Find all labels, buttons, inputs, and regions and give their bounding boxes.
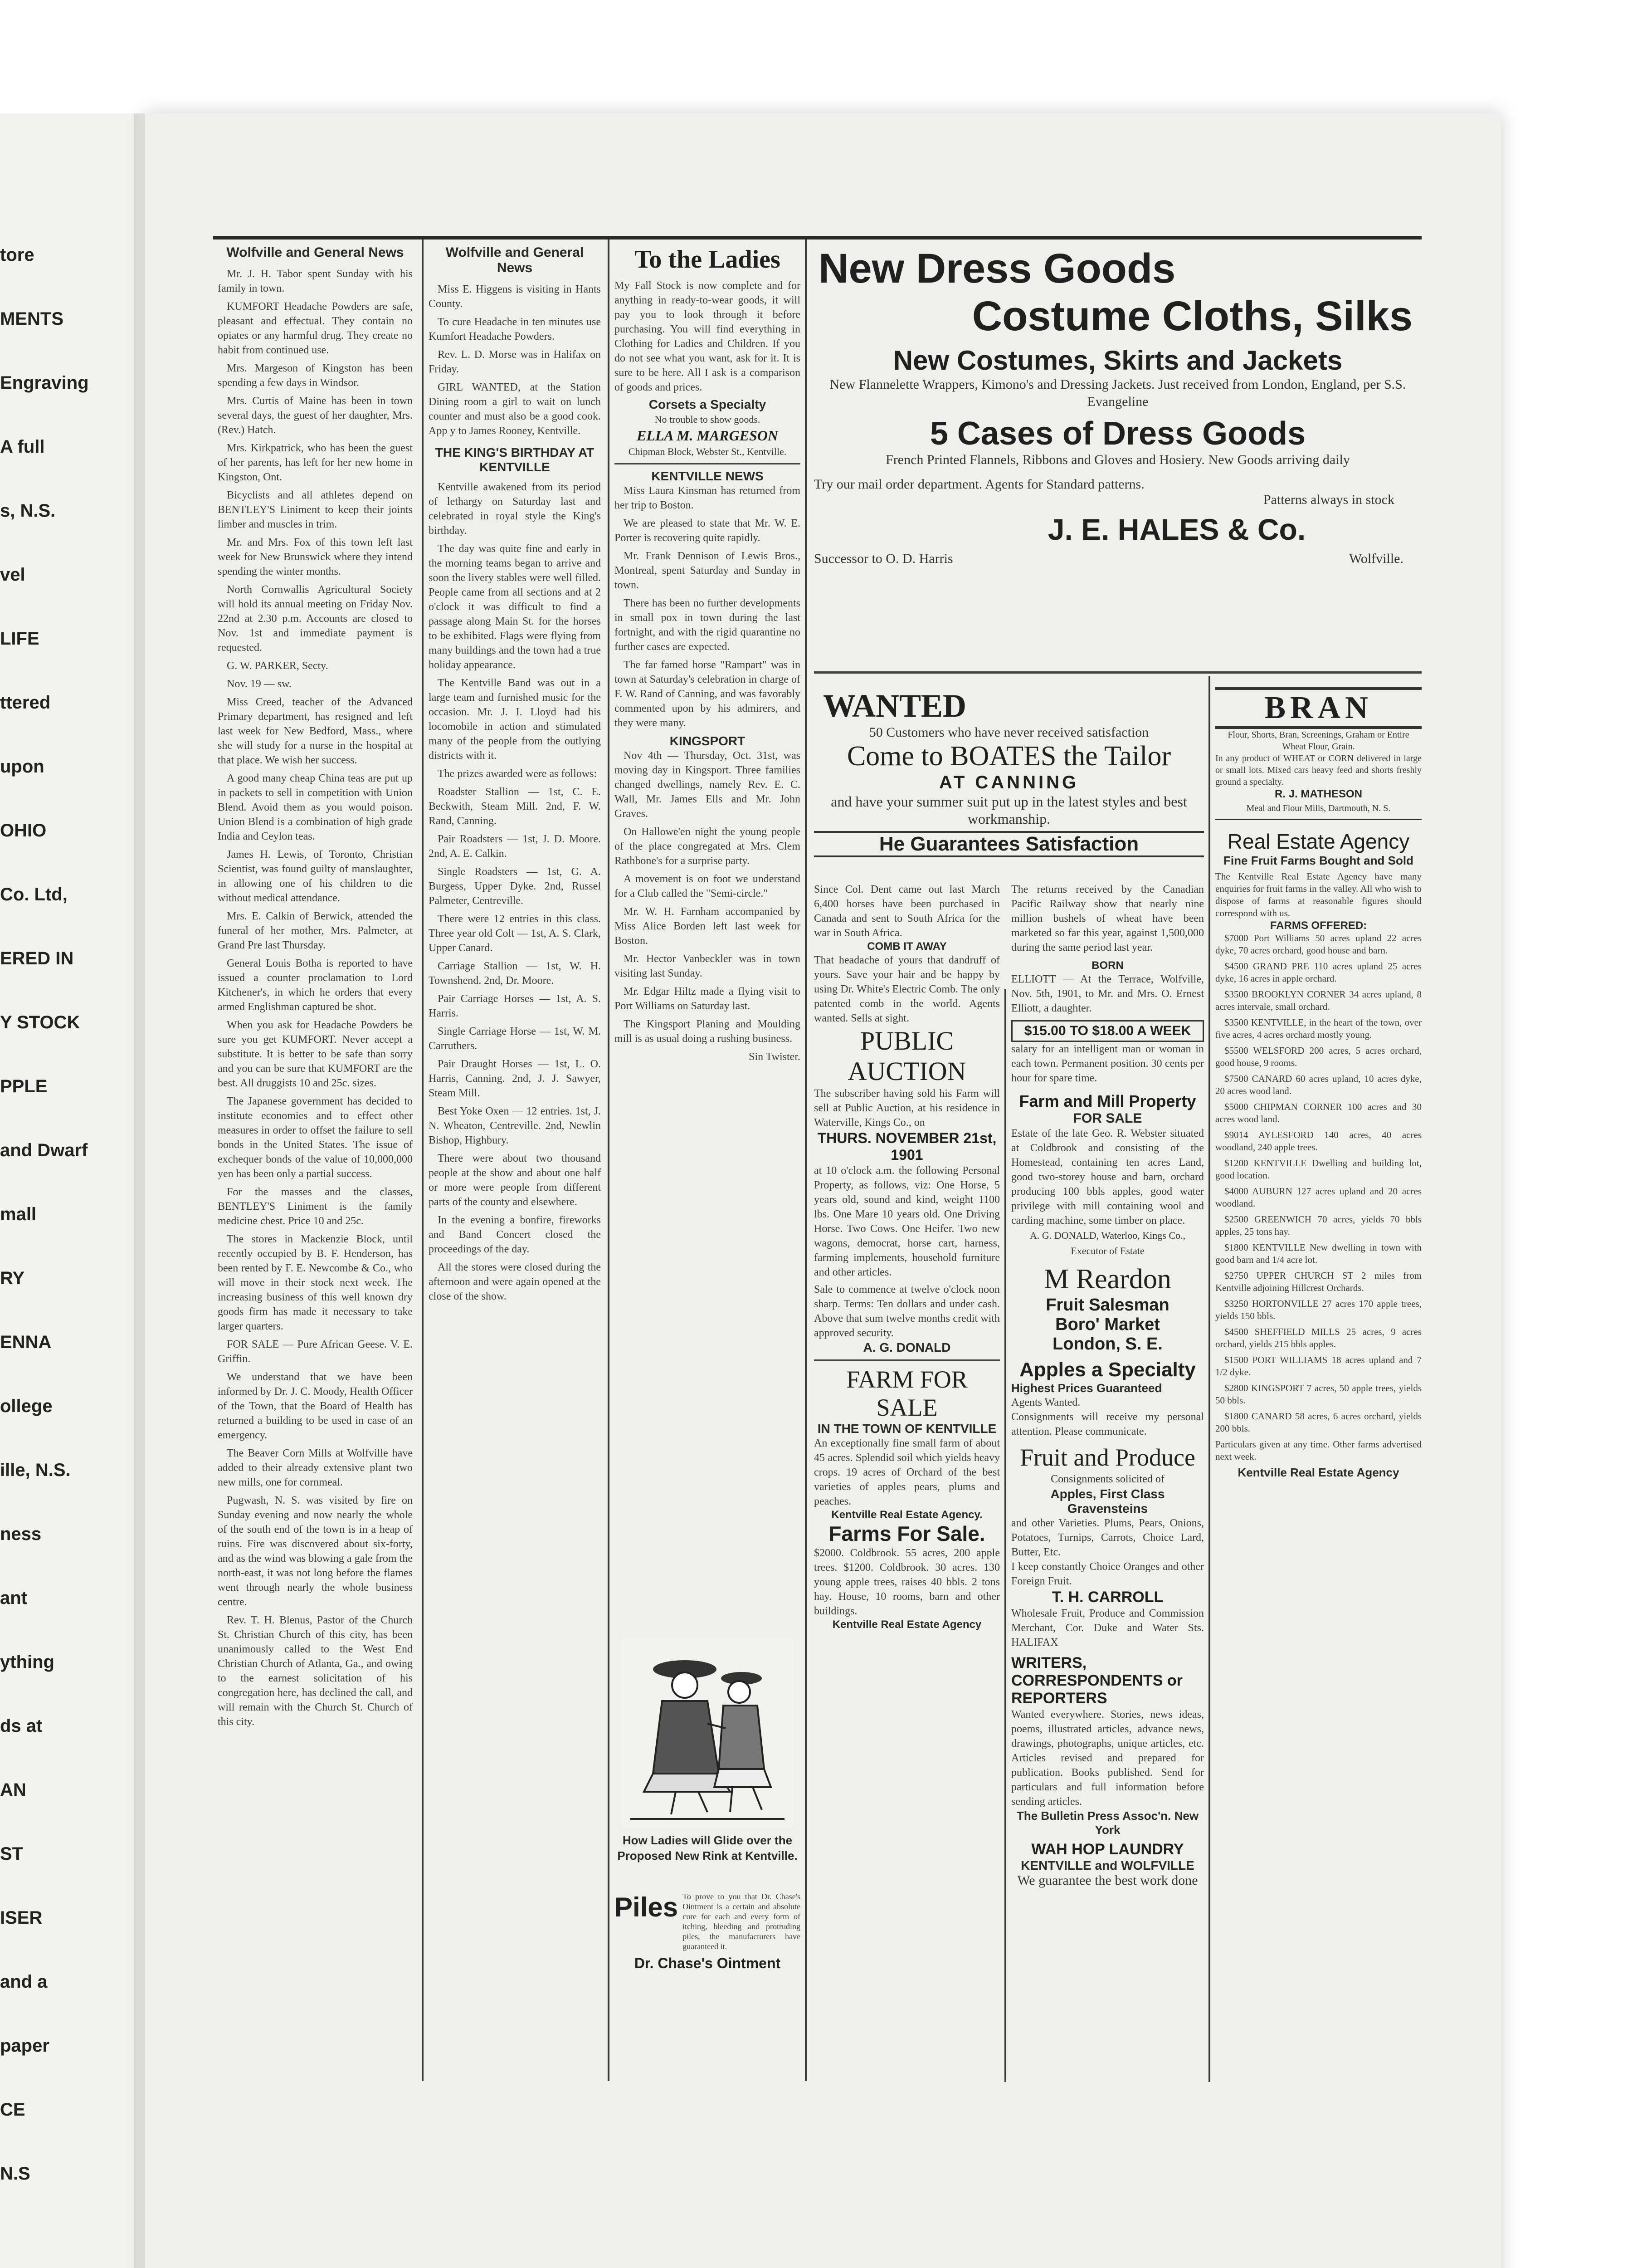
farm-for-sale-heading: FARM FOR SALE [846, 1366, 968, 1421]
left-page-fragment: RY [0, 1268, 25, 1288]
fruit-oranges: I keep constantly Choice Oranges and other Foreign Fruit. [1011, 1561, 1204, 1587]
news-paragraph: The day was quite fine and early in the morning teams began to arrive and soon the livery stables were well filled. People came from all sections and at 2 o'clock it was difficult to find a passage along Main St. for the horses to be exhibited. Flags were flying from many buildings and the town had a true holiday appearance. [429, 543, 601, 671]
news-paragraph: Mrs. Kirkpatrick, who has been the guest of her parents, has left for her new home in Kingston, Ont. [218, 442, 413, 483]
news-paragraph: Pair Carriage Horses — 1st, A. S. Harris. [429, 993, 601, 1019]
hales-firm: J. E. HALES & Co. [1048, 513, 1306, 546]
born-heading: BORN [1092, 959, 1124, 972]
left-page-fragment: AN [0, 1780, 26, 1800]
news-paragraph: Roadster Stallion — 1st, C. E. Beckwith, Steam Mill. 2nd, F. W. Rand, Canning. [429, 786, 601, 827]
comb-text: That headache of yours that dandruff of yours. Save your hair and be happy by using Dr. White's Electric Comb. The only patented comb in the world. Agents wanted. Sells at sight. [814, 954, 1000, 1024]
news-paragraph: When you ask for Headache Powders be sure you get KUMFORT. Never accept a substitute. It is better to be safe than sorry and you can be sure that KUMFORT are the best. All druggists 10 and 25c. sizes. [218, 1019, 413, 1089]
news-paragraph: Mr. J. H. Tabor spent Sunday with his family in town. [218, 268, 413, 294]
news-paragraph: To cure Headache in ten minutes use Kumfort Headache Powders. [429, 316, 601, 342]
left-page-fragment: vel [0, 565, 25, 585]
news-paragraph: Best Yoke Oxen — 12 entries. 1st, J. N. Wheaton, Centreville. 2nd, Newlin Bishop, Highbury. [429, 1105, 601, 1146]
news-paragraph: Pair Roadsters — 1st, J. D. Moore. 2nd, A. E. Calkin. [429, 833, 601, 860]
farm-listing: $1800 CANARD 58 acres, 6 acres orchard, yields 200 bbls. [1215, 1411, 1422, 1434]
column-heading: Wolfville and General News [445, 245, 584, 275]
left-page-fragment: ISER [0, 1908, 43, 1928]
left-page-fragment: OHIO [0, 821, 47, 841]
left-page-fragment: MENTS [0, 309, 63, 329]
left-page-fragment: ST [0, 1844, 24, 1864]
news-paragraph: Miss E. Higgens is visiting in Hants County. [429, 284, 601, 310]
news-paragraph: The stores in Mackenzie Block, until recently occupied by B. F. Henderson, has been rented by F. E. Newcombe & Co., who will move in their stock next week. The increasing business of this well known dry goods firm has made it necessary to take larger quarters. [218, 1233, 413, 1332]
news-paragraph: We are pleased to state that Mr. W. E. Porter is recovering quite rapidly. [614, 518, 800, 544]
farm-listing: $9014 AYLESFORD 140 acres, 40 acres woodland, 240 apple trees. [1215, 1129, 1422, 1153]
news-paragraph: Mrs. Margeson of Kingston has been spending a few days in Windsor. [218, 362, 413, 389]
left-page-fragment: and Dwarf [0, 1140, 88, 1160]
laundry-name: WAH HOP LAUNDRY [1031, 1841, 1184, 1858]
left-page-fragment: Y STOCK [0, 1012, 80, 1032]
news-paragraph: GIRL WANTED, at the Station Dining room a girl to wait on lunch counter and must also be a good cook. App y to James Rooney, Kentville. [429, 381, 601, 437]
boates-come: Come to BOATES the Tailor [847, 741, 1171, 772]
farm-listing: $4000 AUBURN 127 acres upland and 20 acres woodland. [1215, 1186, 1422, 1209]
writers-heading: WRITERS, CORRESPONDENTS or REPORTERS [1011, 1654, 1183, 1707]
left-page-fragment: ything [0, 1652, 54, 1672]
corsets-note: No trouble to show goods. [654, 414, 760, 425]
rink-caption: How Ladies will Glide over the Proposed New Rink at Kentville. [617, 1833, 798, 1862]
farm-mill-sub: FOR SALE [1073, 1111, 1142, 1126]
left-page-fragment: ERED IN [0, 948, 74, 968]
farm-listing: $2500 GREENWICH 70 acres, yields 70 bbls apples, 25 tons hay. [1215, 1214, 1422, 1237]
news-paragraph: Rev. T. H. Blenus, Pastor of the Church St. Christian Church of this city, has been unanimously called to the West End Christian Church of Atlanta, Ga., and owing to the earnest solicitation of his congregation here, has declined the call, and will remain with the Church St. Church of this city. [218, 1614, 413, 1728]
farm-listing: $5500 WELSFORD 200 acres, 5 acres orchard, good house, 9 rooms. [1215, 1045, 1422, 1068]
news-paragraph: In the evening a bonfire, fireworks and Band Concert closed the proceedings of the day. [429, 1214, 601, 1255]
column-rule-4 [1208, 676, 1210, 2082]
news-paragraph: All the stores were closed during the afternoon and were again opened at the close of the show. [429, 1261, 601, 1302]
news-paragraph: Bicyclists and all athletes depend on BENTLEY'S Liniment to keep their joints limber and muscles in trim. [218, 489, 413, 530]
news-paragraph: The far famed horse "Rampart" was in town at Saturday's celebration in charge of F. W. Rand of Canning, and was favorably commented upon by his admirers, and they were many. [614, 659, 800, 729]
hales-line-7: Try our mail order department. Agents for Standard patterns. [814, 477, 1145, 492]
news-paragraph: Rev. L. D. Morse was in Halifax on Friday. [429, 349, 601, 375]
bran-text: Flour, Shorts, Bran, Screenings, Graham or Entire Wheat Flour, Grain. [1228, 730, 1409, 752]
boates-and: and have your summer suit put up in the latest styles and best workmanship. [831, 793, 1187, 827]
farms-for-sale-text: $2000. Coldbrook. 55 acres, 200 apple trees. $1200. Coldbrook. 30 acres. 130 young apple trees, raises 40 bbls. 2 tons hay. House, 10 rooms, barn and other buildings. [814, 1547, 1000, 1617]
kentville-news-heading: KENTVILLE NEWS [651, 469, 764, 483]
news-paragraph: Mr. and Mrs. Fox of this town left last week for New Brunswick where they intend spending the winter months. [218, 537, 413, 577]
ladies-intro: My Fall Stock is now complete and for anything in ready-to-wear goods, it will pay you to look through it before purchasing. You will find everything in Clothing for Ladies and Children. If you do not see what you want, ask for it. It is sure to be here. All I ask is a comparison of goods and prices. [614, 280, 800, 393]
left-page-fragment: CE [0, 2100, 25, 2120]
hales-line-8: Patterns always in stock [1263, 492, 1394, 507]
hales-town: Wolfville. [1349, 551, 1403, 566]
news-paragraph: Nov. 19 — sw. [227, 678, 292, 690]
left-page-fragment: upon [0, 757, 44, 777]
misc-column-left [814, 882, 1000, 2084]
writers-text: Wanted everywhere. Stories, news ideas, poems, illustrated articles, advance news, drawings, photographs, unique articles, etc. Articles revised and prepared for publication. Books published. Send for particulars and full information before sending articles. [1011, 1709, 1204, 1808]
farm-listing: $1200 KENTVILLE Dwelling and building lot, good location. [1215, 1158, 1422, 1181]
margeson-signature: ELLA M. MARGESON [636, 427, 779, 444]
farm-listing: $3500 BROOKLYN CORNER 34 acres upland, 8 acres intervale, small orchard. [1215, 989, 1422, 1012]
left-page-fragments [0, 245, 132, 2241]
left-page-fragment: s, N.S. [0, 501, 56, 521]
realestate-title: Real Estate Agency [1227, 830, 1410, 853]
news-paragraph: On Hallowe'en night the young people of the place congregated at Mrs. Clem Rathbone's for a surprise party. [614, 826, 800, 867]
auction-date: THURS. NOVEMBER 21st, 1901 [817, 1130, 997, 1163]
laundry-towns: KENTVILLE and WOLFVILLE [1021, 1858, 1194, 1872]
left-page-fragment: N.S [0, 2164, 30, 2184]
fruit-varieties: and other Varieties. Plums, Pears, Onions, Potatoes, Turnips, Carrots, Choice Lard, Butter, Etc. [1011, 1517, 1204, 1558]
comb-heading: COMB IT AWAY [867, 940, 947, 953]
news-paragraph: Mr. Edgar Hiltz made a flying visit to Port Williams on Saturday last. [614, 986, 800, 1012]
ladies-heading: To the Ladies [634, 245, 780, 274]
column-rule-5 [1004, 989, 1006, 2082]
left-page-fragment: Engraving [0, 373, 89, 393]
farm-listing: $5000 CHIPMAN CORNER 100 acres and 30 acres wood land. [1215, 1101, 1422, 1124]
realestate-intro: The Kentville Real Estate Agency have many enquiries for fruit farms in the valley. All who wish to dispose of farms at reasonable figures should correspond with us. [1215, 871, 1422, 919]
boates-at: AT CANNING [939, 772, 1079, 792]
farm-listings [1215, 932, 1422, 1435]
kingsport-signature: Sin Twister. [749, 1051, 800, 1063]
farms-for-sale-heading: Farms For Sale. [828, 1522, 985, 1545]
apples-prices: Highest Prices Guaranteed [1011, 1381, 1162, 1395]
farm-listing: $2800 KINGSPORT 7 acres, 50 apple trees, yields 50 bbls. [1215, 1383, 1422, 1406]
news-paragraph: Miss Laura Kinsman has returned from her trip to Boston. [614, 485, 800, 511]
kings-birthday-body [429, 480, 601, 1304]
news-paragraph: Carriage Stallion — 1st, W. H. Townshend. 2nd, Dr. Moore. [429, 960, 601, 987]
left-page-fragment: ollege [0, 1396, 53, 1416]
news-paragraph: The Beaver Corn Mills at Wolfville have added to their already extensive plant two new mills, one for cornmeal. [218, 1447, 413, 1488]
auction-signature: A. G. DONALD [863, 1340, 951, 1354]
farm-mill-heading: Farm and Mill Property [1019, 1092, 1196, 1110]
column-body [429, 282, 601, 438]
hales-line-1: New Dress Goods [819, 245, 1176, 292]
news-paragraph: North Cornwallis Agricultural Society will hold its annual meeting on Friday Nov. 22nd at 2.30 p.m. Accounts are closed to Nov. 1st and immediate payment is requested. [218, 584, 413, 654]
reardon-city: London, S. E. [1053, 1334, 1163, 1354]
left-page-fragment: Co. Ltd, [0, 885, 68, 904]
reardon-market: Boro' Market [1055, 1315, 1160, 1334]
boates-advertisement [814, 687, 1204, 878]
news-paragraph: There were 12 entries in this class. Three year old Colt — 1st, A. S. Clark, Upper Canard. [429, 913, 601, 954]
left-page-fragment: mall [0, 1204, 37, 1224]
boates-wanted: WANTED [823, 688, 967, 724]
column-wolfville-news-2 [429, 245, 601, 2082]
skaters-illustration [621, 1637, 794, 1828]
column-bran-realestate [1215, 687, 1422, 2084]
bran-name: R. J. MATHESON [1275, 788, 1362, 800]
farm-listing: $4500 GRAND PRE 110 acres upland 25 acres dyke, 16 acres in apple orchard. [1215, 961, 1422, 984]
reardon-name: M Reardon [1044, 1264, 1171, 1295]
left-page-fragment: ness [0, 1524, 42, 1544]
news-paragraph: Mrs. Curtis of Maine has been in town several days, the guest of her daughter, Mrs. (Rev.) Hatch. [218, 395, 413, 436]
left-page-fragment: ds at [0, 1716, 43, 1736]
news-paragraph: Pugwash, N. S. was visited by fire on Sunday evening and now nearly the whole of the south end of the town is in a heap of ruins. Fire was discovered about six-forty, and as the wind was blowing a gale from the north-east, it was not long before the flames went through nearly the whole business centre. [218, 1495, 413, 1608]
news-paragraph: We understand that we have been informed by Dr. J. C. Moody, Health Officer of the Town, that the Board of Health has returned a building to be used in case of an emergency. [218, 1371, 413, 1441]
boates-guarantee: He Guarantees Satisfaction [814, 831, 1204, 857]
column-heading: Wolfville and General News [226, 245, 404, 260]
news-paragraph: Mr. W. H. Farnham accompanied by Miss Alice Borden left last week for Boston. [614, 906, 800, 947]
news-paragraph: A movement is on foot we understand for a Club called the "Semi-circle." [614, 873, 800, 899]
farm-mill-sign: A. G. DONALD, Waterloo, Kings Co., Executor of Estate [1029, 1230, 1186, 1256]
farm-mill-text: Estate of the late Geo. R. Webster situated at Coldbrook and consisting of the Homestead, containing ten acres Land, good two-storey house and barn, orchard producing 100 bbls apples, good water privilege with mill containing wool and carding machine, some timber on place. [1011, 1128, 1204, 1227]
bran-address: Meal and Flour Mills, Dartmouth, N. S. [1215, 801, 1422, 820]
bran-text-2: In any product of WHEAT or CORN delivered in large or small lots. Mixed cars heavy feed and shorts freshly ground a specialty. [1215, 753, 1422, 787]
column-rule-2 [608, 240, 609, 2081]
column-rule-1 [422, 240, 424, 2081]
left-page-fragment: paper [0, 2036, 49, 2056]
laundry-guarantee: We guarantee the best work done [1017, 1873, 1198, 1888]
farm-listing: $4500 SHEFFIELD MILLS 25 acres, 9 acres orchard, yields 215 bbls apples. [1215, 1326, 1422, 1349]
news-paragraph: There were about two thousand people at the show and about one half or more were people from different parts of the county and elsewhere. [429, 1153, 601, 1208]
hales-line-4: New Flannelette Wrappers, Kimono's and Dressing Jackets. Just received from London, England, per S.S. Evangeline [829, 377, 1406, 409]
realestate-footer: Kentville Real Estate Agency [1238, 1466, 1399, 1479]
bran-title: BRAN [1215, 687, 1422, 729]
news-paragraph: General Louis Botha is reported to have issued a counter proclamation to Lord Kitchener's, in which he orders that every armed Englishman captured be shot. [218, 958, 413, 1013]
farm-listing: $7000 Port Williams 50 acres upland 22 acres dyke, 70 acres orchard, good house and barn. [1215, 933, 1422, 956]
boates-sub: 50 Customers who have never received satisfaction [869, 725, 1149, 740]
reardon-title: Fruit Salesman [1046, 1295, 1169, 1315]
fruit-apples: Apples, First Class Gravensteins [1050, 1487, 1165, 1515]
wheat-returns: The returns received by the Canadian Pacific Railway show that nearly nine million bushels of wheat have been marketed so far this year, against 1,500,000 during the same period last year. [1011, 884, 1204, 953]
piles-text: To prove to you that Dr. Chase's Ointment is a certain and absolute cure for each and every form of itching, bleeding and protruding piles, the manufacturers have guaranteed it. [682, 1892, 800, 1951]
corsets-heading: Corsets a Specialty [648, 397, 766, 411]
news-paragraph: James H. Lewis, of Toronto, Christian Scientist, was found guilty of manslaughter, in allowing one of his children to die without medical attendance. [218, 849, 413, 904]
farm-for-sale-sign: Kentville Real Estate Agency. [831, 1509, 983, 1521]
farm-listing: $1500 PORT WILLIAMS 18 acres upland and 7 1/2 dyke. [1215, 1354, 1422, 1378]
column-body [218, 267, 413, 1729]
auction-text: The subscriber having sold his Farm will sell at Public Auction, at his residence in Waterville, Kings Co., on [814, 1088, 1000, 1129]
farm-listing: $3500 KENTVILLE, in the heart of the town, over five acres, 4 acres orchard mostly young. [1215, 1017, 1422, 1040]
left-page-fragment: A full [0, 437, 45, 457]
born-text: ELLIOTT — At the Terrace, Wolfville, Nov. 5th, 1901, to Mr. and Mrs. O. Ernest Elliott, a daughter. [1011, 973, 1204, 1014]
news-paragraph: Miss Creed, teacher of the Advanced Primary department, has resigned and left last week for New Bedford, Mass., where she will study for a nurse in the hospital at that place. We wish her success. [218, 696, 413, 766]
hales-bottom-rule [814, 671, 1422, 674]
piles-ad [614, 1892, 800, 2082]
hales-line-6: French Printed Flannels, Ribbons and Gloves and Hosiery. New Goods arriving daily [886, 452, 1350, 467]
news-paragraph: Kentville awakened from its period of lethargy on Saturday last and celebrated in royal style the King's birthday. [429, 481, 601, 537]
bulletin-press: The Bulletin Press Assoc'n. New York [1016, 1809, 1199, 1837]
news-paragraph: Single Roadsters — 1st, G. A. Burgess, Upper Dyke. 2nd, Russel Palmeter, Centreville. [429, 866, 601, 907]
hales-successor: Successor to O. D. Harris [814, 551, 953, 566]
farm-listing: $7500 CANARD 60 acres upland, 10 acres dyke, 20 acres wood land. [1215, 1073, 1422, 1096]
apples-specialty: Apples a Specialty [1019, 1359, 1196, 1381]
kentville-news-body [614, 484, 800, 730]
misc-column-right [1011, 882, 1204, 2084]
left-page-fragment: LIFE [0, 629, 39, 649]
week-salary-heading: $15.00 TO $18.00 A WEEK [1011, 1020, 1204, 1042]
left-page-fragment: ttered [0, 693, 51, 713]
piles-title: Piles [614, 1892, 678, 1922]
margeson-address: Chipman Block, Webster St., Kentville. [614, 444, 800, 464]
left-page-fragment: and a [0, 1972, 48, 1992]
hales-advertisement [814, 245, 1422, 671]
apples-agents: Agents Wanted. [1011, 1397, 1081, 1408]
news-paragraph: Pair Draught Horses — 1st, L. O. Harris, Canning. 2nd, J. J. Sawyer, Steam Mill. [429, 1058, 601, 1099]
auction-heading: PUBLIC AUCTION [848, 1026, 966, 1086]
farms-offered-heading: FARMS OFFERED: [1270, 919, 1367, 932]
news-paragraph: Mr. Frank Dennison of Lewis Bros., Montreal, spent Saturday and Sunday in town. [614, 550, 800, 591]
farms-for-sale-sign: Kentville Real Estate Agency [832, 1618, 982, 1631]
fruit-consign: Consignments solicited of [1051, 1473, 1165, 1485]
farm-listing: $2750 UPPER CHURCH ST 2 miles from Kentville adjoining Hillcrest Orchards. [1215, 1270, 1422, 1293]
farm-listing: $1800 KENTVILLE New dwelling in town with good barn and 1/4 acre lot. [1215, 1242, 1422, 1265]
column-rule-3 [805, 240, 807, 2081]
realestate-sub: Fine Fruit Farms Bought and Sold [1223, 854, 1413, 867]
news-paragraph: The Kentville Band was out in a large team and furnished music for the occasion. Mr. J. I. Lloyd had his locomobile in action and stimulated many of the people from the outlying districts with it. [429, 677, 601, 762]
news-paragraph: The prizes awarded were as follows: [438, 768, 597, 780]
news-paragraph: G. W. PARKER, Secty. [227, 660, 328, 672]
carroll-address: Wholesale Fruit, Produce and Commission Merchant, Cor. Duke and Water Sts. HALIFAX [1011, 1608, 1204, 1648]
kingsport-heading: KINGSPORT [669, 734, 746, 748]
auction-terms: Sale to commence at twelve o'clock noon sharp. Terms: Ten dollars and under cash. Above that sum twelve months credit with approved security. [814, 1284, 1000, 1339]
farm-for-sale-text: An exceptionally fine small farm of about 45 acres. Splendid soil which yields heavy crops. 19 acres of Orchard of the best varieties of apples pears, plums and peaches. [814, 1437, 1000, 1507]
kingsport-body [614, 748, 800, 1046]
news-paragraph: KUMFORT Headache Powders are safe, pleasant and effectual. They contain no opiates or any harmful drug. They create no habit from continued use. [218, 301, 413, 356]
hales-line-2: Costume Cloths, Silks [972, 293, 1413, 339]
left-page-fragment: ant [0, 1588, 27, 1608]
farm-for-sale-sub: IN THE TOWN OF KENTVILLE [817, 1422, 997, 1436]
news-paragraph: Mrs. E. Calkin of Berwick, attended the funeral of her mother, Mrs. Palmeter, at Grand Pre last Thursday. [218, 910, 413, 951]
apples-consign: Consignments will receive my personal attention. Please communicate. [1011, 1411, 1204, 1437]
horses-note: Since Col. Dent came out last March 6,400 horses have been purchased in Canada and sent to South Africa for the war in South Africa. [814, 884, 1000, 939]
news-paragraph: For the masses and the classes, BENTLEY'S Liniment is the family medicine chest. Price 10 and 25c. [218, 1186, 413, 1227]
left-page-fragment: tore [0, 245, 34, 265]
top-rule [213, 236, 1422, 240]
news-paragraph: Single Carriage Horse — 1st, W. M. Carruthers. [429, 1026, 601, 1052]
news-paragraph: There has been no further developments in small pox in town during the last fortnight, and with the rigid quarantine no further cases are expected. [614, 597, 800, 653]
column-wolfville-news-1 [218, 245, 413, 2082]
left-page-fragment: ENNA [0, 1332, 52, 1352]
farm-listing: $3250 HORTONVILLE 27 acres 170 apple trees, yields 150 bbls. [1215, 1298, 1422, 1321]
hales-line-5: 5 Cases of Dress Goods [930, 415, 1306, 452]
left-page-fragment: ille, N.S. [0, 1460, 71, 1480]
kings-birthday-heading: THE KING'S BIRTHDAY AT KENTVILLE [435, 445, 594, 474]
news-paragraph: Mr. Hector Vanbeckler was in town visiting last Sunday. [614, 953, 800, 979]
left-page-fragment: PPLE [0, 1076, 48, 1096]
news-paragraph: The Japanese government has decided to institute economies and to effect other measures in order to offset the failure to sell bonds in the United States. The issue of exchequer bonds of the value of 10,000,000 yen has been only a partial success. [218, 1095, 413, 1180]
carroll-name: T. H. CARROLL [1052, 1589, 1164, 1606]
week-salary-text: salary for an intelligent man or woman in each town. Permanent position. 30 cents per hour for spare time. [1011, 1043, 1204, 1084]
auction-items: at 10 o'clock a.m. the following Personal Property, as follows, viz: One Horse, 5 years old, sound and kind, weight 1100 lbs. One Mare 10 years old. One Driving Horse. Two Cows. One Heifer. Two new wagons, democrat, horse cart, harness, farming implements, household furniture and other articles. [814, 1165, 1000, 1278]
news-paragraph: The Kingsport Planing and Moulding mill is as usual doing a rushing business. [614, 1018, 800, 1045]
piles-footer: Dr. Chase's Ointment [634, 1955, 781, 1971]
fruit-produce-heading: Fruit and Produce [1020, 1444, 1195, 1471]
news-paragraph: FOR SALE — Pure African Geese. V. E. Griffin. [218, 1339, 413, 1365]
news-paragraph: Nov 4th — Thursday, Oct. 31st, was moving day in Kingsport. Three families changed dwellings, namely Rev. E. C. Wall, Mr. James Ells and Mr. John Graves. [614, 750, 800, 820]
realestate-outro: Particulars given at any time. Other farms advertised next week. [1215, 1439, 1422, 1462]
hales-line-3: New Costumes, Skirts and Jackets [893, 345, 1343, 376]
news-paragraph: A good many cheap China teas are put up in packets to sell in competition with Union Blend. Avoid them as you would poison. Union Blend is a combination of high grade India and Ceylon teas. [218, 772, 413, 842]
